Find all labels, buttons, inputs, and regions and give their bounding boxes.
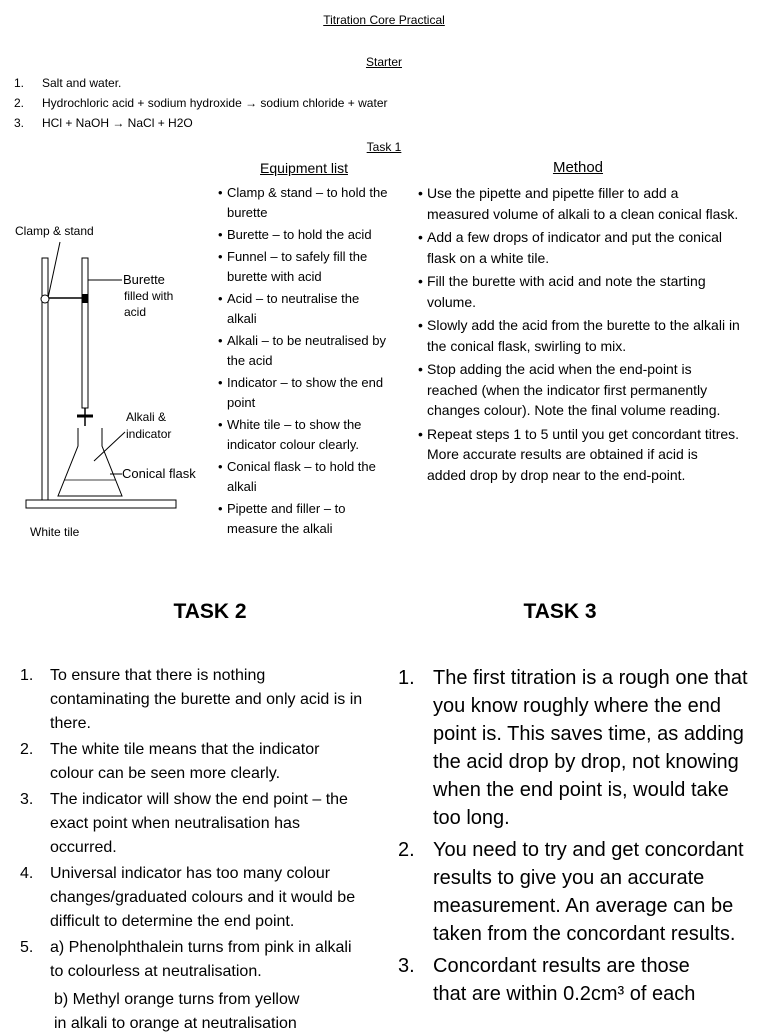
item-text: HCl + NaOH → NaCl + H2O [42,116,193,130]
item-text: Universal indicator has too many colour changes/graduated colours and it would be difficult to determine the end point. [50,865,356,930]
list-item: • Clamp & stand – to hold the burette [218,183,390,223]
item-text: The first titration is a rough one that you know roughly where the end point is. This saves time, as adding the acid drop by drop, not knowing when the end point is, would take too long. [433,667,748,829]
list-item [20,862,365,934]
method-list [418,183,740,488]
burette-sub-label: acid [124,305,147,319]
list-item: • Fill the burette with acid and note the starting volume. [418,271,740,312]
list-item [398,980,753,1008]
item-number: 2. [20,741,34,758]
list-item: • Add a few drops of indicator and put the conical flask on a white tile. [418,227,740,268]
task2-list [20,664,365,1036]
list-item: b) Methyl orange turns from yellow [54,991,300,1008]
list-item: • Stop adding the acid when the end-point is reached (when the indicator first permanently changes colour). Note the final volume reading. [418,359,740,421]
list-item: • Slowly add the acid from the burette to the alkali in the conical flask, swirling to mix. [418,315,740,356]
item-number: 3. [398,955,415,977]
white-tile-label: White tile [30,525,80,539]
item-number: 5. [20,939,34,956]
item-text: Salt and water. [42,76,122,90]
list-item [14,95,754,115]
alkali-indicator-label: Alkali & [126,410,167,424]
list-item: • Pipette and filler – to measure the alkali [218,499,390,539]
list-item: • Funnel – to safely fill the burette with acid [218,247,390,287]
page-title: Titration Core Practical [323,13,445,27]
starter-list [14,75,754,135]
list-item: • Burette – to hold the acid [218,225,390,245]
clamp-boss [41,295,49,303]
task2-heading: TASK 2 [173,600,247,623]
list-item: • Alkali – to be neutralised by the acid [218,331,390,371]
list-item [14,115,754,135]
item-number: 2. [14,96,25,110]
equipment-list [218,183,390,541]
list-item: • Repeat steps 1 to 5 until you get concordant titres. More accurate results are obtained if acid is added drop by drop near to the end-point. [418,424,740,486]
item-number: 1. [398,667,415,689]
item-number: 1. [14,76,25,90]
item-number: 4. [20,865,34,882]
burette-tube [82,258,88,408]
list-item: • White tile – to show the indicator colour clearly. [218,415,390,455]
starter-heading: Starter [365,55,402,69]
item-text: The white tile means that the indicator colour can be seen more clearly. [50,741,320,782]
list-item [20,936,365,984]
item-text: Concordant results are those [433,955,690,977]
conical-flask [58,428,122,496]
white-tile-base [26,500,176,508]
item-text: Hydrochloric acid + sodium hydroxide → sodium chloride + water [42,96,388,110]
item-text: To ensure that there is nothing contaminating the burette and only acid is in there. [50,667,363,732]
item-text: The indicator will show the end point – the exact point when neutralisation has occurred. [50,791,348,856]
equipment-heading: Equipment list [260,160,348,176]
task3-list [398,664,753,1008]
task3-heading: TASK 3 [523,600,597,623]
list-item: in alkali to orange at neutralisation [54,1015,297,1032]
list-item [398,664,753,832]
list-item: • Conical flask – to hold the alkali [218,457,390,497]
list-item [20,788,365,860]
item-text: that are within 0.2cm³ of each [433,983,696,1005]
clamp-pointer-line [48,242,60,298]
item-text: a) Phenolphthalein turns from pink in alkali to colourless at neutralisation. [50,939,352,980]
titration-apparatus-diagram [10,218,215,548]
list-item [20,664,365,736]
task1-heading: Task 1 [366,140,402,154]
item-text: You need to try and get concordant results to give you an accurate measurement. An average can be taken from the concordant results. [433,839,744,945]
clamp-stand-label: Clamp & stand [15,224,94,238]
burette-sub-label: filled with [124,289,174,303]
list-item: • Use the pipette and pipette filler to add a measured volume of alkali to a clean conical flask. [418,183,740,224]
list-item: • Acid – to neutralise the alkali [218,289,390,329]
item-number: 1. [20,667,34,684]
burette-label: Burette [123,272,165,287]
item-number: 2. [398,839,415,861]
list-item [398,836,753,948]
list-item: • Indicator – to show the end point [218,373,390,413]
method-heading: Method [552,159,604,176]
item-number: 3. [20,791,34,808]
burette-clamp-jaw [82,294,88,303]
alkali-indicator-label: indicator [126,427,172,441]
list-item [398,952,753,980]
list-item [14,75,754,95]
conical-flask-label: Conical flask [122,466,196,481]
list-item [20,738,365,786]
item-number: 3. [14,116,25,130]
